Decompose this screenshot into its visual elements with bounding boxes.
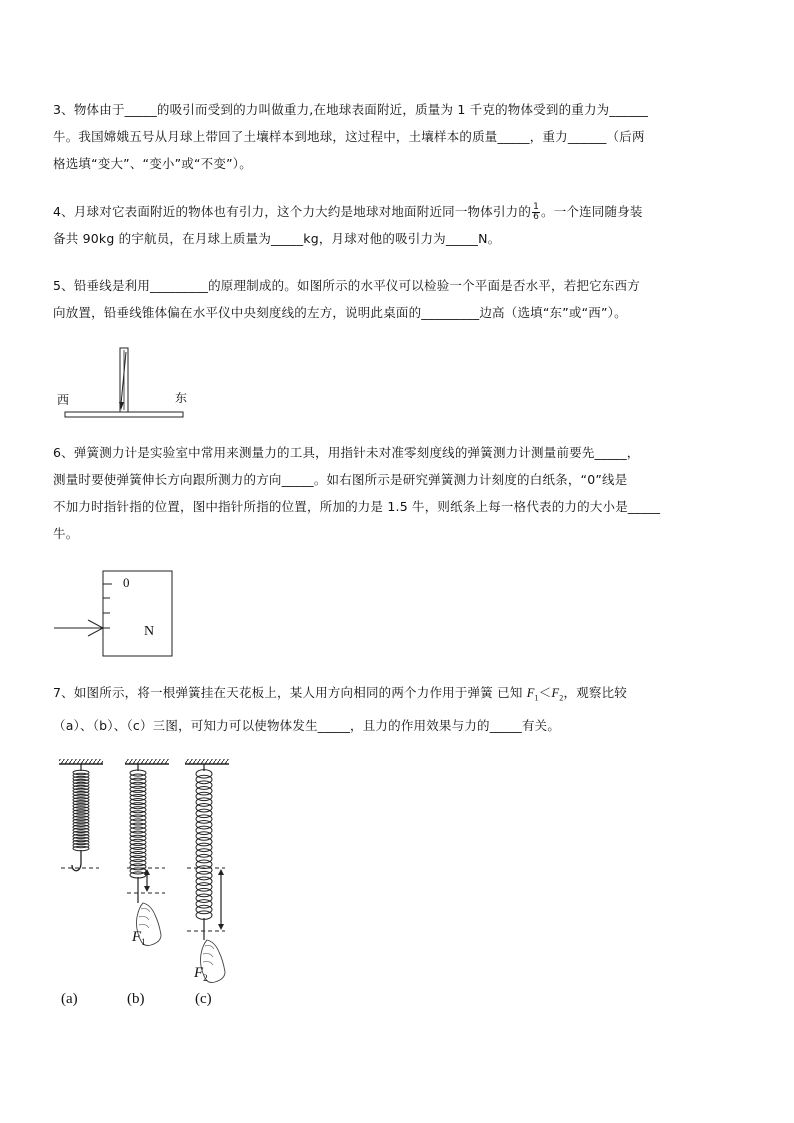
- q6-line-3: 不加力时指针指的位置，图中指针所指的位置，所加的力是 1.5 牛，则纸条上每一格代表的力的大小是_____: [53, 499, 661, 514]
- f1-label: [132, 929, 146, 947]
- less-than-sign: ＜: [538, 685, 552, 700]
- fraction-numerator: 1: [533, 202, 539, 212]
- force-f2-symbol: F: [551, 686, 560, 700]
- f2-label-letter: F: [194, 965, 204, 981]
- f2-label-sub: 2: [203, 973, 208, 983]
- f1-label-letter: F: [132, 929, 142, 945]
- zero-label: 0: [123, 575, 130, 590]
- spring-a: [73, 764, 89, 851]
- question-7: [53, 679, 748, 739]
- q7-line-1: [53, 679, 748, 712]
- q4-line-1-pre: 4、月球对它表面附近的物体也有引力，这个力大约是地球对地面附近同一物体引力的: [53, 204, 532, 219]
- spring-b: [130, 764, 146, 878]
- caption-b: (b): [127, 991, 145, 1007]
- force-f1-subscript: 1: [534, 693, 539, 703]
- level-figure: [50, 340, 200, 425]
- spring-c: [196, 764, 212, 919]
- q6-line-4: 牛。: [53, 526, 79, 541]
- extension-arrow-c-bottom: [218, 924, 224, 930]
- q3-line-3: 格选填“变大”、“变小”或“不变”）。: [53, 156, 252, 171]
- f2-label: [194, 965, 208, 983]
- q5-line-1: 5、铅垂线是利用_________的原理制成的。如图所示的水平仪可以检验一个平面是否水平，若把它东西方: [53, 278, 640, 293]
- q7-line-1-post: ，观察比较: [563, 685, 628, 700]
- east-label: 东: [175, 391, 188, 405]
- q7-line-1-pre: 7、如图所示，将一根弹簧挂在天花板上，某人用方向相同的两个力作用于弹簧 已知: [53, 685, 527, 700]
- caption-a: (a): [61, 991, 78, 1007]
- question-6: [53, 439, 748, 547]
- f1-label-sub: 1: [141, 937, 146, 947]
- q3-line-2: 牛。我国嫦娥五号从月球上带回了土壤样本到地球，这过程中，土壤样本的质量_____，重力______（后两: [53, 129, 645, 144]
- fraction-denominator: 6: [533, 212, 539, 222]
- one-sixth-fraction: [532, 203, 540, 222]
- force-f2-subscript: 2: [559, 693, 564, 703]
- q3-line-1: 3、物体由于_____的吸引而受到的力叫做重力,在地球表面附近，质量为 1 千克的物体受到的重力为______: [53, 102, 649, 117]
- springs-figure: [55, 755, 235, 1015]
- q5-line-2: 向放置，铅垂线锥体偏在水平仪中央刻度线的左方，说明此桌面的_________边高（选填“东”或“西”）。: [53, 305, 627, 320]
- caption-c: (c): [195, 991, 212, 1007]
- extension-arrow-c-top: [218, 869, 224, 875]
- question-3: [53, 96, 748, 177]
- question-5: [53, 272, 748, 326]
- force-f1-symbol: F: [526, 686, 535, 700]
- paper-strip-drawing: [52, 568, 177, 660]
- paper-strip-figure: [52, 568, 177, 660]
- level-base: [65, 412, 183, 417]
- q7-line-2: （a）、（b）、（c）三图，可知力可以使物体发生_____，且力的作用效果与力的_____有关。: [53, 717, 561, 733]
- q4-line-2: 备共 90kg 的宇航员，在月球上质量为_____kg，月球对他的吸引力为_____N。: [53, 231, 501, 246]
- level-drawing: [50, 340, 200, 425]
- q4-line-1: [53, 198, 748, 225]
- q6-line-2: 测量时要使弹簧伸长方向跟所测力的方向_____。如右图所示是研究弹簧测力计刻度的白纸条，“0”线是: [53, 472, 628, 487]
- west-label: 西: [57, 393, 70, 407]
- springs-drawing: [55, 755, 235, 1015]
- extension-arrow-b-bottom: [144, 886, 150, 892]
- question-4: [53, 198, 748, 252]
- q6-line-1: 6、弹簧测力计是实验室中常用来测量力的工具，用指针未对准零刻度线的弹簧测力计测量前要先_____，: [53, 445, 640, 460]
- newton-unit-label: N: [144, 624, 155, 639]
- paper-strip: [103, 571, 172, 656]
- q4-line-1-post: 。一个连同随身装: [541, 204, 643, 219]
